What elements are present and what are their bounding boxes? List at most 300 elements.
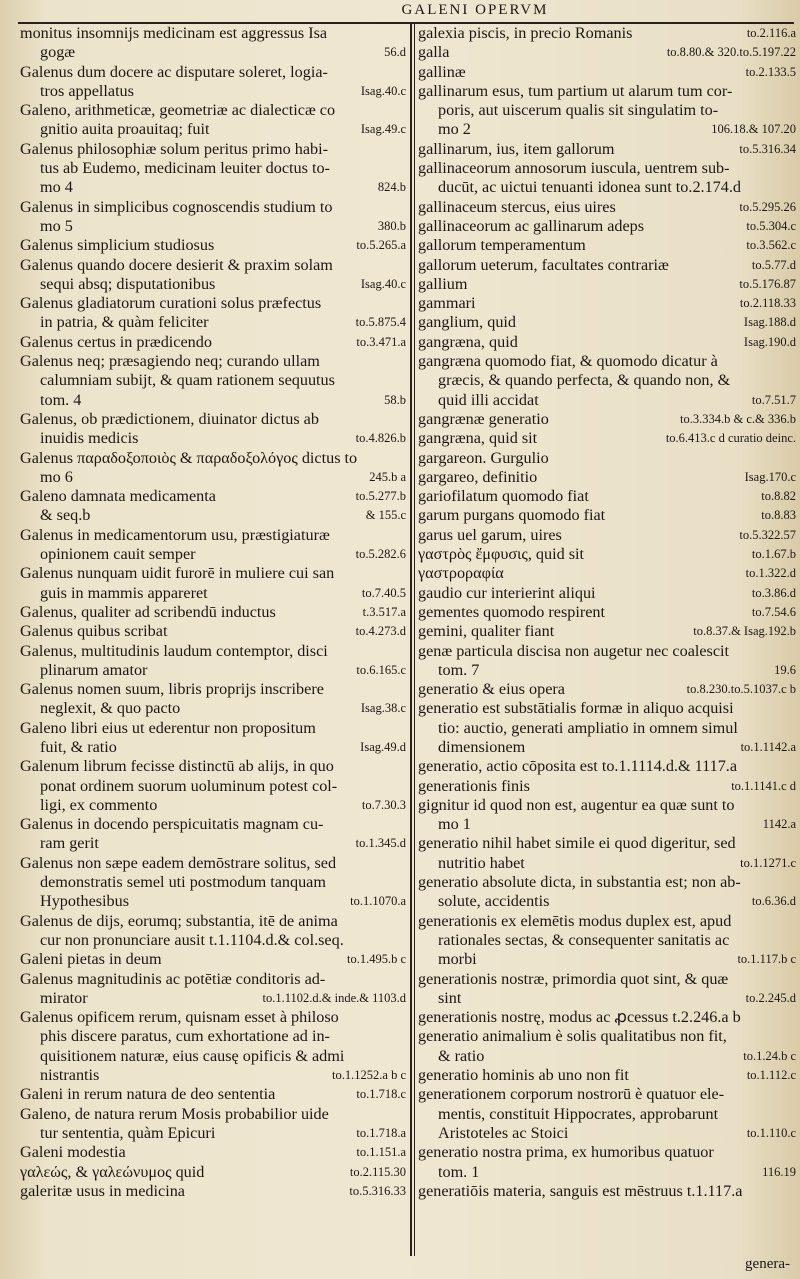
entry-reference: to.3.334.b & c.& 336.b — [680, 411, 796, 426]
index-entry-line — [20, 410, 406, 429]
index-entry-line — [20, 699, 406, 718]
entry-reference: to.7.54.6 — [751, 604, 796, 619]
entry-text: poris, aut uiscerum qualis sit singulatim to- — [438, 101, 719, 120]
index-entry-line — [418, 989, 796, 1008]
index-entry-line — [20, 892, 406, 911]
index-entry-line — [20, 352, 406, 371]
entry-text: generatio nostra prima, ex humoribus quatuor — [418, 1143, 714, 1162]
index-entry-line — [418, 294, 796, 313]
index-entry-line — [418, 526, 796, 545]
index-entry-line — [418, 834, 796, 853]
index-entry-line — [20, 1008, 406, 1027]
entry-text: solute, accidentis — [438, 892, 550, 911]
entry-text: gallium — [418, 274, 468, 293]
entry-reference: to.1.495.b c — [346, 952, 406, 967]
entry-reference: Isag.40.c — [360, 83, 406, 98]
entry-reference: to.2.133.5 — [745, 64, 796, 79]
entry-text: gallinæ — [418, 62, 466, 81]
index-entry-line — [418, 1027, 796, 1046]
entry-text: morbi — [438, 950, 477, 969]
entry-text: Galenus philosophiæ solum peritus primo habi- — [20, 139, 328, 158]
entry-text: opinionem cauit semper — [40, 545, 196, 564]
index-entry-line — [418, 873, 796, 892]
entry-text: rationales sectas, & consequenter sanitatis ac — [438, 930, 730, 949]
index-entry-line — [20, 738, 406, 757]
entry-reference: to.1.1070.a — [350, 894, 406, 909]
entry-text: garus uel garum, uires — [418, 525, 562, 544]
entry-reference: to.6.413.c d curatio deinc. — [665, 431, 796, 446]
index-entry-line — [20, 449, 406, 468]
entry-text: calumniam subijt, & quam rationem sequutus — [40, 371, 335, 390]
index-entry-line — [418, 391, 796, 410]
entry-reference: Isag.170.c — [744, 469, 796, 484]
entry-text: nistrantis — [40, 1066, 100, 1085]
entry-text: neglexit, & quo pacto — [40, 699, 181, 718]
index-entry-line — [20, 1105, 406, 1124]
entry-text: Galenus quibus scribat — [20, 622, 168, 641]
index-entry-line — [418, 564, 796, 583]
entry-reference: to.4.826.b — [355, 431, 406, 446]
index-entry-line — [418, 584, 796, 603]
entry-text: sequi absq; disputationibus — [40, 274, 216, 293]
entry-reference: to.1.1271.c — [740, 855, 796, 870]
entry-text: Galenum librum fecisse distinctū ab alijs, in quo — [20, 757, 334, 776]
index-entry-line — [20, 371, 406, 390]
index-entry-line — [20, 680, 406, 699]
entry-text: generatio & eius opera — [418, 680, 565, 699]
index-entry-line — [418, 1066, 796, 1085]
entry-text: Galeni in rerum natura de deo sententia — [20, 1085, 276, 1104]
entry-text: plinarum amator — [40, 660, 148, 679]
entry-text: Galenus, qualiter ad scribendū inductus — [20, 602, 276, 621]
entry-text: Galenus magnitudinis ac potētiæ conditoris ad- — [20, 969, 326, 988]
entry-reference: to.1.151.a — [356, 1145, 406, 1160]
entry-text: Galeno libri eius ut ederentur non propositum — [20, 718, 316, 737]
index-entry-line — [20, 931, 406, 950]
entry-text: γαστρὸς ἔμφυσις, quid sit — [418, 545, 585, 564]
index-entry-line — [20, 950, 406, 969]
index-entry-line — [418, 236, 796, 255]
entry-text: mo 2 — [438, 120, 471, 139]
index-entry-line — [20, 1085, 406, 1104]
entry-text: Galenus in simplicibus cognoscendis studium to — [20, 197, 333, 216]
entry-reference: to.2.245.d — [745, 990, 796, 1005]
entry-text: gangræna quomodo fiat, & quomodo dicatur à — [418, 352, 718, 371]
index-entry-line — [418, 24, 796, 43]
index-entry-line — [20, 719, 406, 738]
entry-text: generationis finis — [418, 776, 530, 795]
entry-text: gangrænæ generatio — [418, 409, 549, 428]
entry-reference: Isag.190.d — [743, 334, 796, 349]
entry-reference: to.2.118.33 — [739, 296, 796, 311]
entry-reference: to.7.51.7 — [751, 392, 796, 407]
index-entry-line — [20, 642, 406, 661]
index-entry-line — [418, 1163, 796, 1182]
index-entry-line — [418, 642, 796, 661]
index-entry-line — [418, 63, 796, 82]
entry-text: gammari — [418, 294, 476, 313]
entry-reference: to.2.116.a — [746, 26, 796, 40]
entry-reference: to.1.67.b — [751, 547, 796, 562]
index-entry-line — [20, 43, 406, 62]
entry-reference: to.5.176.87 — [739, 276, 796, 291]
entry-reference: to.6.36.d — [751, 894, 796, 909]
index-entry-line — [20, 815, 406, 834]
index-entry-line — [418, 429, 796, 448]
index-entry-line — [418, 912, 796, 931]
entry-text: ducūt, ac uictui tenuanti idonea sunt to.2.174.d — [438, 178, 742, 197]
entry-reference: to.8.230.to.5.1037.c b — [686, 682, 796, 697]
entry-text: demonstratis semel uti postmodum tanquam — [40, 873, 326, 892]
entry-reference: 824.b — [377, 180, 406, 195]
entry-text: gaudio cur interierint aliqui — [418, 583, 596, 602]
index-entry-line — [20, 236, 406, 255]
entry-text: generatio, actio cōposita est to.1.1114.d.& 1117.a — [418, 757, 738, 776]
entry-reference: 106.18.& 107.20 — [711, 122, 796, 137]
entry-text: γαστροραφία — [418, 564, 504, 583]
entry-text: tom. 7 — [438, 660, 480, 679]
index-entry-line — [418, 796, 796, 815]
entry-text: Aristoteles ac Stoici — [438, 1123, 569, 1142]
entry-reference: to.8.83 — [761, 508, 796, 523]
entry-text: gallorum ueterum, facultates contrariæ — [418, 255, 669, 274]
index-entry-line — [20, 661, 406, 680]
entry-text: tio: auctio, generati ampliatio in omnem simul — [438, 718, 738, 737]
index-entry-line — [418, 449, 796, 468]
index-entry-line — [20, 198, 406, 217]
index-entry-line — [20, 294, 406, 313]
entry-text: ganglium, quid — [418, 313, 517, 332]
entry-reference: to.5.277.b — [355, 489, 406, 504]
index-entry-line — [20, 391, 406, 410]
entry-text: mo 6 — [40, 467, 73, 486]
index-entry-line — [418, 719, 796, 738]
entry-reference: 19.6 — [774, 662, 796, 677]
entry-text: γαλεώς, & γαλεώνυμος quid — [20, 1162, 205, 1181]
entry-text: Galenus gladiatorum curationi solus præfectus — [20, 294, 322, 313]
entry-text: Galenus certus in prædicendo — [20, 332, 212, 351]
index-entry-line — [418, 1143, 796, 1162]
entry-text: galeritæ usus in medicina — [20, 1181, 185, 1200]
index-entry-line — [20, 1182, 406, 1201]
entry-text: Galenus nomen suum, libris proprijs inscribere — [20, 680, 324, 699]
index-entry-line — [418, 603, 796, 622]
entry-text: quisitionem naturæ, eius causę opificis & admi — [40, 1046, 345, 1065]
index-entry-line — [20, 1163, 406, 1182]
index-entry-line — [418, 545, 796, 564]
entry-reference: to.5.295.26 — [739, 199, 796, 214]
entry-text: & seq.b — [40, 506, 91, 525]
entry-reference: 56.d — [384, 45, 406, 60]
index-entry-line — [20, 468, 406, 487]
entry-reference: & 155.c — [365, 508, 406, 523]
index-entry-line — [418, 931, 796, 950]
index-entry-line — [20, 564, 406, 583]
entry-text: galla — [418, 43, 450, 62]
index-entry-line — [418, 777, 796, 796]
index-entry-line — [20, 912, 406, 931]
entry-text: generatio absolute dicta, in substantia est; non ab- — [418, 873, 741, 892]
entry-text: generationis ex elemētis modus duplex est, apud — [418, 911, 732, 930]
entry-text: tom. 1 — [438, 1162, 480, 1181]
entry-reference: to.5.77.d — [751, 257, 796, 272]
entry-text: gementes quomodo respirent — [418, 602, 606, 621]
entry-reference: to.1.110.c — [746, 1125, 796, 1140]
entry-reference: Isag.38.c — [360, 701, 406, 716]
index-column-right — [418, 24, 796, 1201]
entry-text: ram gerit — [40, 834, 99, 853]
index-entry-line — [418, 661, 796, 680]
entry-reference: Isag.40.c — [360, 276, 406, 291]
entry-text: dimensionem — [438, 737, 526, 756]
entry-text: generatio est substātialis formæ in aliquo acquisi — [418, 699, 734, 718]
entry-text: Galenus quando docere desierit & praxim solam — [20, 255, 333, 274]
entry-reference: to.1.24.b c — [743, 1048, 796, 1063]
index-entry-line — [20, 1143, 406, 1162]
index-entry-line — [418, 815, 796, 834]
index-entry-line — [20, 24, 406, 43]
index-entry-line — [418, 970, 796, 989]
index-entry-line — [418, 950, 796, 969]
entry-reference: to.1.718.a — [356, 1125, 406, 1140]
index-entry-line — [418, 1008, 796, 1027]
entry-text: tur sententia, quàm Epicuri — [40, 1123, 216, 1142]
entry-reference: to.1.718.c — [356, 1087, 406, 1102]
index-entry-line — [418, 140, 796, 159]
index-entry-line — [20, 101, 406, 120]
entry-text: mentis, constituit Hippocrates, approbarunt — [438, 1104, 719, 1123]
entry-text: genæ particula discisa non augetur nec coalescit — [418, 641, 730, 660]
entry-text: fuit, & ratio — [40, 737, 117, 756]
entry-reference: to.5.282.6 — [355, 547, 406, 562]
entry-text: Galenus in medicamentorum usu, præstigiaturæ — [20, 525, 330, 544]
index-entry-line — [418, 1105, 796, 1124]
entry-text: gallinaceorum ac gallinarum adeps — [418, 216, 645, 235]
entry-text: Galenus neq; præsagiendo neq; curando ullam — [20, 352, 320, 371]
entry-text: nutritio habet — [438, 853, 525, 872]
index-entry-line — [20, 873, 406, 892]
index-entry-line — [418, 82, 796, 101]
index-entry-line — [418, 1085, 796, 1104]
entry-reference: to.4.273.d — [355, 624, 406, 639]
index-entry-line — [20, 526, 406, 545]
entry-text: quid illi accidat — [438, 390, 539, 409]
index-entry-line — [20, 506, 406, 525]
index-entry-line — [418, 101, 796, 120]
index-entry-line — [20, 854, 406, 873]
entry-text: græcis, & quando perfecta, & quando non, & — [438, 371, 731, 390]
index-entry-line — [20, 275, 406, 294]
entry-text: Galeno, de natura rerum Mosis probabilior uide — [20, 1104, 329, 1123]
entry-reference: Isag.188.d — [743, 315, 796, 330]
entry-reference: to.3.471.a — [356, 334, 406, 349]
entry-reference: to.8.80.& 320.to.5.197.22 — [666, 45, 796, 60]
entry-text: galexia piscis, in precio Romanis — [418, 24, 633, 42]
entry-text: gallinarum, ius, item gallorum — [418, 139, 615, 158]
index-entry-line — [20, 796, 406, 815]
running-header — [0, 2, 800, 22]
index-entry-line — [418, 738, 796, 757]
entry-text: gallinarum esus, tum partium ut alarum tum cor- — [418, 81, 733, 100]
entry-reference: Isag.49.d — [360, 739, 406, 754]
index-entry-line — [20, 159, 406, 178]
entry-text: guis in mammis appareret — [40, 583, 208, 602]
index-entry-line — [418, 178, 796, 197]
entry-reference: to.5.304.c — [746, 218, 796, 233]
index-entry-line — [20, 256, 406, 275]
entry-text: Galenus nunquam uidit furorē in muliere cui san — [20, 564, 335, 583]
entry-text: tros appellatus — [40, 81, 134, 100]
index-entry-line — [418, 699, 796, 718]
index-entry-line — [418, 487, 796, 506]
index-entry-line — [20, 777, 406, 796]
index-entry-line — [418, 43, 796, 62]
entry-text: Hypothesibus — [40, 892, 130, 911]
index-entry-line — [418, 371, 796, 390]
entry-reference: 116.19 — [762, 1164, 796, 1179]
entry-text: Galenus in docendo perspicuitatis magnam cu- — [20, 815, 324, 834]
index-entry-line — [418, 1124, 796, 1143]
entry-text: mo 4 — [40, 178, 73, 197]
index-entry-line — [20, 429, 406, 448]
entry-reference: to.6.165.c — [356, 662, 406, 677]
entry-text: mo 1 — [438, 815, 471, 834]
entry-text: gallorum temperamentum — [418, 236, 586, 255]
entry-reference: to.1.117.b c — [737, 952, 796, 967]
entry-reference: 380.b — [377, 218, 406, 233]
index-entry-line — [418, 352, 796, 371]
entry-reference: to.1.1102.d.& inde.& 1103.d — [262, 990, 406, 1005]
entry-reference: to.3.562.c — [746, 238, 796, 253]
entry-text: gemini, qualiter fiant — [418, 622, 555, 641]
entry-text: generationem corporum nostrorū è quatuor ele- — [418, 1085, 725, 1104]
entry-text: tom. 4 — [40, 390, 82, 409]
entry-text: generatiōis materia, sanguis est mēstruus t.1.117.a — [418, 1181, 743, 1200]
index-entry-line — [20, 120, 406, 139]
entry-text: gallinaceorum annosorum iuscula, uentrem sub- — [418, 159, 730, 178]
entry-text: mo 5 — [40, 216, 73, 235]
index-entry-line — [418, 333, 796, 352]
entry-text: Galenus παραδοξοποιὸς & παραδοξολόγος dictus to — [20, 448, 358, 467]
entry-text: gnitio auita proauitaq; fuit — [40, 120, 210, 139]
entry-reference: to.1.345.d — [355, 836, 406, 851]
entry-text: Galenus, ob prædictionem, diuinator dictus ab — [20, 409, 319, 428]
entry-reference: to.7.30.3 — [361, 797, 406, 812]
running-title: GALENI OPERVM — [401, 2, 549, 18]
index-entry-line — [418, 757, 796, 776]
entry-reference: Isag.49.c — [360, 122, 406, 137]
entry-reference: 1142.a — [762, 817, 796, 832]
entry-text: monitus insomnijs medicinam est aggressus Isa — [20, 24, 328, 42]
index-entry-line — [418, 854, 796, 873]
entry-reference: to.1.322.d — [745, 566, 796, 581]
entry-text: generatio nihil habet simile ei quod digeritur, sed — [418, 834, 736, 853]
entry-reference: to.5.875.4 — [355, 315, 406, 330]
entry-reference: to.1.1141.c d — [731, 778, 796, 793]
entry-text: generationis nostrę, modus ac ꝓcessus t.2.246.a b — [418, 1008, 741, 1027]
entry-reference: t.3.517.a — [362, 604, 406, 619]
entry-text: Galenus opificem rerum, quisnam esset à philoso — [20, 1008, 339, 1027]
index-entry-line — [20, 1124, 406, 1143]
entry-text: generationis nostræ, primordia quot sint, & quæ — [418, 969, 729, 988]
entry-text: gangræna, quid sit — [418, 429, 538, 448]
index-entry-line — [20, 333, 406, 352]
index-entry-line — [20, 63, 406, 82]
entry-reference: to.5.322.57 — [739, 527, 796, 542]
entry-reference: to.5.265.a — [356, 238, 406, 253]
index-entry-line — [20, 1047, 406, 1066]
index-entry-line — [418, 468, 796, 487]
entry-text: Galeno damnata medicamenta — [20, 487, 216, 506]
index-entry-line — [20, 178, 406, 197]
entry-text: garum purgans quomodo fiat — [418, 506, 606, 525]
index-entry-line — [20, 603, 406, 622]
entry-reference: to.2.115.30 — [349, 1164, 406, 1179]
entry-text: Galenus de dijs, eorumq; substantia, itē de anima — [20, 911, 338, 930]
entry-reference: 245.b a — [369, 469, 406, 484]
entry-text: gangræna, quid — [418, 332, 518, 351]
index-entry-line — [20, 1066, 406, 1085]
entry-text: gargareo, definitio — [418, 467, 538, 486]
entry-text: gariofilatum quomodo fiat — [418, 487, 589, 506]
index-entry-line — [20, 545, 406, 564]
entry-text: Galenus, multitudinis laudum contemptor, disci — [20, 641, 328, 660]
index-entry-line — [20, 82, 406, 101]
index-column-left — [20, 24, 406, 1201]
index-entry-line — [418, 410, 796, 429]
entry-text: cur non pronunciare ausit t.1.1104.d.& col.seq. — [40, 930, 344, 949]
entry-text: ligi, ex commento — [40, 795, 158, 814]
index-entry-line — [418, 1047, 796, 1066]
entry-reference: to.5.316.34 — [739, 141, 796, 156]
entry-text: gargareon. Gurgulio — [418, 448, 549, 467]
entry-text: in patria, & quàm feliciter — [40, 313, 209, 332]
entry-reference: to.1.112.c — [746, 1068, 796, 1083]
index-entry-line — [418, 198, 796, 217]
entry-text: generatio animalium è solis qualitatibus non fit, — [418, 1027, 727, 1046]
index-entry-line — [20, 217, 406, 236]
entry-text: Galenus non sæpe eadem demōstrare solitus, sed — [20, 853, 337, 872]
index-entry-line — [20, 1027, 406, 1046]
entry-text: & ratio — [438, 1046, 485, 1065]
entry-text: Galeni modestia — [20, 1143, 126, 1162]
entry-text: gogæ — [40, 43, 76, 62]
entry-text: phis discere paratus, cum exhortatione ad in- — [40, 1027, 330, 1046]
index-entry-line — [20, 313, 406, 332]
entry-reference: 58.b — [384, 392, 406, 407]
index-entry-line — [418, 680, 796, 699]
index-entry-line — [418, 622, 796, 641]
entry-text: Galeno, arithmeticæ, geometriæ ac dialecticæ co — [20, 101, 336, 120]
entry-text: Galenus dum docere ac disputare soleret, logia- — [20, 62, 328, 81]
entry-reference: to.8.37.& Isag.192.b — [693, 624, 796, 639]
index-entry-line — [418, 217, 796, 236]
entry-reference: to.7.40.5 — [361, 585, 406, 600]
entry-text: ponat ordinem suorum uoluminum potest col- — [40, 776, 338, 795]
index-entry-line — [20, 622, 406, 641]
entry-text: Galeni pietas in deum — [20, 950, 162, 969]
entry-text: inuidis medicis — [40, 429, 139, 448]
index-entry-line — [418, 256, 796, 275]
entry-text: gallinaceum stercus, eius uires — [418, 197, 616, 216]
entry-text: sint — [438, 988, 462, 1007]
catchword: genera- — [745, 1256, 790, 1272]
index-entry-line — [418, 120, 796, 139]
index-entry-line — [20, 140, 406, 159]
index-entry-line — [20, 487, 406, 506]
entry-text: mirator — [40, 988, 88, 1007]
entry-reference: to.1.1142.a — [740, 739, 796, 754]
